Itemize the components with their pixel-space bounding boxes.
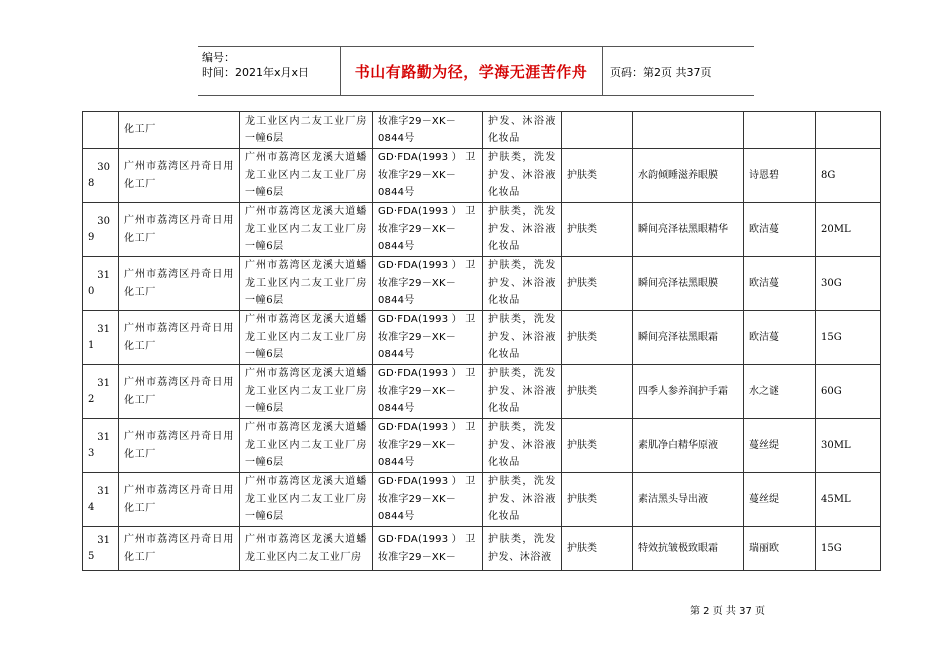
scope-cell: 护发、沐浴液化妆品: [483, 112, 562, 149]
category-cell: 护肤类: [562, 203, 633, 257]
spec-cell: 20ML: [816, 203, 881, 257]
category-cell: 护肤类: [562, 257, 633, 311]
address-cell: 广州市荔湾区龙溪大道蟠龙工业区内二友工业厂房一幢6层: [240, 365, 373, 419]
license-cell: 妆准字29－XK－0844号: [373, 112, 483, 149]
address-cell: 广州市荔湾区龙溪大道蟠龙工业区内二友工业厂房一幢6层: [240, 257, 373, 311]
row-number-cell: [83, 203, 119, 257]
scope-cell: 护肤类，洗发护发、沐浴液: [483, 527, 562, 571]
address-cell: 广州市荔湾区龙溪大道蟠龙工业区内二友工业厂房一幢6层: [240, 419, 373, 473]
brand-cell: 欧洁蔓: [744, 311, 816, 365]
manufacturer-cell: 广州市荔湾区丹奇日用化工厂: [119, 149, 240, 203]
spec-cell: [816, 112, 881, 149]
spec-cell: 30G: [816, 257, 881, 311]
header-divider: [602, 46, 603, 96]
manufacturer-cell: 广州市荔湾区丹奇日用化工厂: [119, 365, 240, 419]
row-number-bottom: 8: [88, 177, 95, 189]
scope-cell: 护肤类，洗发护发、沐浴液化妆品: [483, 203, 562, 257]
brand-cell: [744, 112, 816, 149]
spec-cell: 15G: [816, 527, 881, 571]
license-cell: GD·FDA(1993 ） 卫妆准字29－XK－0844号: [373, 257, 483, 311]
row-number-cell: [83, 311, 119, 365]
table-row: [83, 311, 881, 365]
spec-cell: 30ML: [816, 419, 881, 473]
brand-cell: 水之谜: [744, 365, 816, 419]
header-meta: [202, 50, 309, 80]
address-cell: 广州市荔湾区龙溪大道蟠龙工业区内二友工业厂房一幢6层: [240, 311, 373, 365]
table-row: [83, 419, 881, 473]
table-row: [83, 365, 881, 419]
product-name-cell: 特效抗皱极致眼霜: [633, 527, 744, 571]
scope-cell: 护肤类，洗发护发、沐浴液化妆品: [483, 365, 562, 419]
product-name-cell: [633, 112, 744, 149]
category-cell: 护肤类: [562, 365, 633, 419]
document-number-label: 编号：: [202, 51, 235, 64]
brand-cell: 蔓丝缇: [744, 419, 816, 473]
brand-cell: 蔓丝缇: [744, 473, 816, 527]
row-number-top: 30: [97, 161, 110, 173]
row-number-top: 31: [97, 534, 110, 546]
manufacturer-cell: 广州市荔湾区丹奇日用化工厂: [119, 203, 240, 257]
address-cell: 广州市荔湾区龙溪大道蟠龙工业区内二友工业厂房: [240, 527, 373, 571]
page-header: [198, 46, 754, 96]
product-name-cell: 素洁黑头导出液: [633, 473, 744, 527]
row-number-cell: [83, 257, 119, 311]
row-number-bottom: 5: [88, 550, 95, 562]
row-number-bottom: 4: [88, 501, 95, 513]
row-number-bottom: 2: [88, 393, 95, 405]
license-cell: GD·FDA(1993 ） 卫妆准字29－XK－0844号: [373, 311, 483, 365]
table-row: [83, 257, 881, 311]
row-number-bottom: 0: [88, 285, 95, 297]
row-number-top: 31: [97, 269, 110, 281]
brand-cell: 欧洁蔓: [744, 203, 816, 257]
manufacturer-cell: 广州市荔湾区丹奇日用化工厂: [119, 473, 240, 527]
manufacturer-cell: 广州市荔湾区丹奇日用化工厂: [119, 311, 240, 365]
table-row: [83, 203, 881, 257]
table-body: [83, 112, 881, 571]
header-motto: 书山有路勤为径，学海无涯苦作舟: [354, 63, 588, 81]
row-number-cell: [83, 112, 119, 149]
row-number-cell: [83, 419, 119, 473]
scope-cell: 护肤类，洗发护发、沐浴液化妆品: [483, 419, 562, 473]
row-number-top: 31: [97, 323, 110, 335]
manufacturer-cell: 广州市荔湾区丹奇日用化工厂: [119, 527, 240, 571]
row-number-cell: [83, 473, 119, 527]
table-row: [83, 473, 881, 527]
row-number-top: 31: [97, 377, 110, 389]
license-cell: GD·FDA(1993 ） 卫妆准字29－XK－0844号: [373, 419, 483, 473]
manufacturer-cell: 广州市荔湾区丹奇日用化工厂: [119, 257, 240, 311]
product-name-cell: 水韵倾睡滋养眼膜: [633, 149, 744, 203]
scope-cell: 护肤类，洗发护发、沐浴液化妆品: [483, 149, 562, 203]
manufacturer-cell: 化工厂: [119, 112, 240, 149]
product-name-cell: 瞬间亮泽祛黑眼精华: [633, 203, 744, 257]
spec-cell: 60G: [816, 365, 881, 419]
header-bottom-rule: [198, 95, 754, 96]
row-number-bottom: 9: [88, 231, 95, 243]
category-cell: [562, 112, 633, 149]
spec-cell: 8G: [816, 149, 881, 203]
product-name-cell: 瞬间亮泽祛黑眼膜: [633, 257, 744, 311]
spec-cell: 15G: [816, 311, 881, 365]
scope-cell: 护肤类，洗发护发、沐浴液化妆品: [483, 257, 562, 311]
header-page-number: 页码：第2页 共37页: [610, 66, 712, 79]
license-cell: GD·FDA(1993 ） 卫妆准字29－XK－0844号: [373, 149, 483, 203]
row-number-cell: [83, 149, 119, 203]
license-cell: GD·FDA(1993 ） 卫妆准字29－XK－0844号: [373, 203, 483, 257]
category-cell: 护肤类: [562, 473, 633, 527]
product-name-cell: 四季人参养润护手霜: [633, 365, 744, 419]
row-number-top: 30: [97, 215, 110, 227]
address-cell: 广州市荔湾区龙溪大道蟠龙工业区内二友工业厂房一幢6层: [240, 149, 373, 203]
table-row: [83, 112, 881, 149]
row-number-cell: [83, 365, 119, 419]
brand-cell: 诗恩碧: [744, 149, 816, 203]
address-cell: 龙工业区内二友工业厂房一幢6层: [240, 112, 373, 149]
document-time-label: 时间：2021年x月x日: [202, 66, 310, 79]
brand-cell: 瑞丽欧: [744, 527, 816, 571]
license-cell: GD·FDA(1993 ） 卫妆准字29－XK－: [373, 527, 483, 571]
brand-cell: 欧洁蔓: [744, 257, 816, 311]
row-number-top: 31: [97, 485, 110, 497]
table-row: [83, 527, 881, 571]
address-cell: 广州市荔湾区龙溪大道蟠龙工业区内二友工业厂房一幢6层: [240, 203, 373, 257]
spec-cell: 45ML: [816, 473, 881, 527]
license-cell: GD·FDA(1993 ） 卫妆准字29－XK－0844号: [373, 473, 483, 527]
product-name-cell: 素肌净白精华原液: [633, 419, 744, 473]
category-cell: 护肤类: [562, 149, 633, 203]
license-cell: GD·FDA(1993 ） 卫妆准字29－XK－0844号: [373, 365, 483, 419]
row-number-bottom: 3: [88, 447, 95, 459]
address-cell: 广州市荔湾区龙溪大道蟠龙工业区内二友工业厂房一幢6层: [240, 473, 373, 527]
manufacturer-cell: 广州市荔湾区丹奇日用化工厂: [119, 419, 240, 473]
page-footer: 第 2 页 共 37 页: [690, 606, 765, 617]
scope-cell: 护肤类，洗发护发、沐浴液化妆品: [483, 311, 562, 365]
row-number-bottom: 1: [88, 339, 95, 351]
category-cell: 护肤类: [562, 419, 633, 473]
product-registration-table: [82, 111, 881, 571]
header-top-rule: [198, 46, 754, 47]
category-cell: 护肤类: [562, 527, 633, 571]
row-number-top: 31: [97, 431, 110, 443]
category-cell: 护肤类: [562, 311, 633, 365]
table-row: [83, 149, 881, 203]
row-number-cell: [83, 527, 119, 571]
product-name-cell: 瞬间亮泽祛黑眼霜: [633, 311, 744, 365]
scope-cell: 护肤类，洗发护发、沐浴液化妆品: [483, 473, 562, 527]
